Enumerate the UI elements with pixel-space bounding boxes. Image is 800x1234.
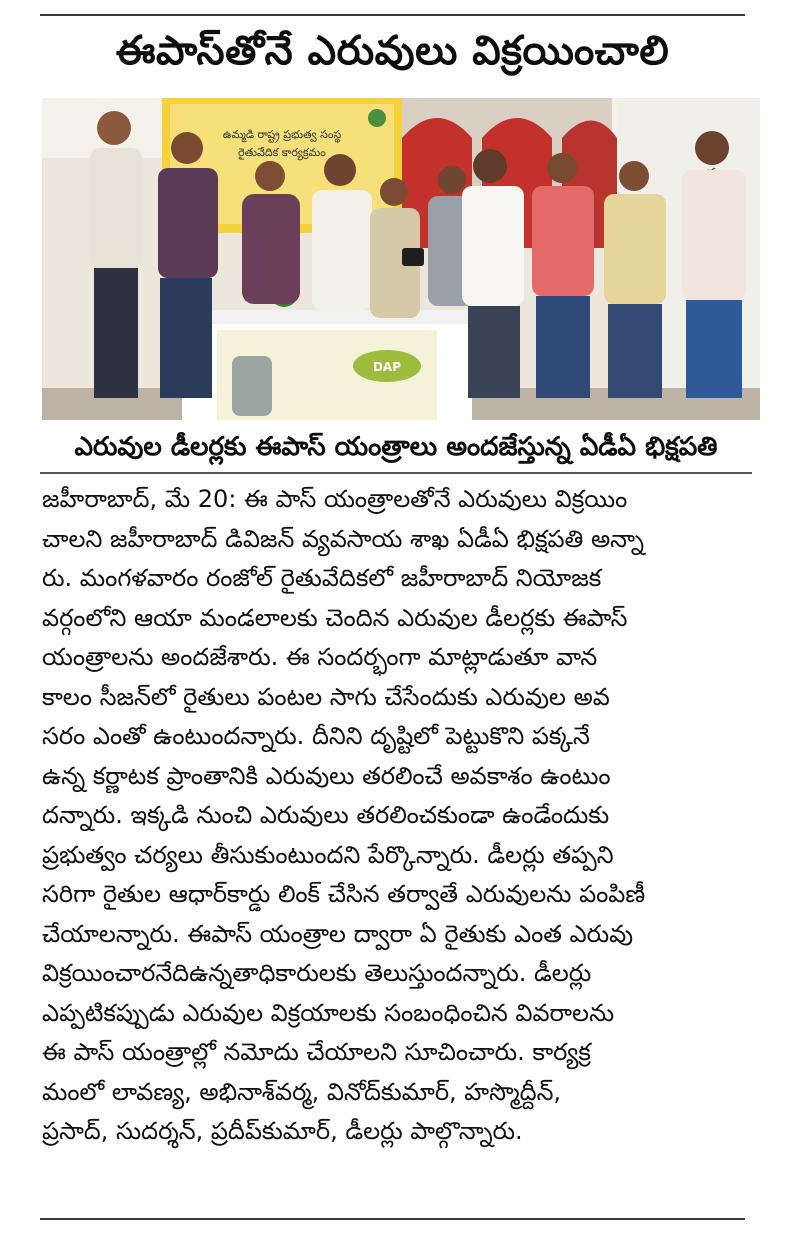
article-line: సరిగా రైతుల ఆధార్‌కార్డు లింక్ చేసిన తర్వాతే ఎరువులను పంపిణీ — [42, 880, 646, 908]
caption-divider — [40, 472, 752, 474]
article-body — [42, 480, 760, 1152]
banner-text-2: రైతువేదిక కార్యక్రమం — [238, 146, 326, 159]
article-line: సరం ఎంతో ఉంటుందన్నారు. దీనిని దృష్టిలో పెట్టుకొని పక్కనే — [42, 722, 590, 750]
photo-caption: ఎరువుల డీలర్లకు ఈపాస్ యంత్రాలు అందజేస్తున్న ఏడీఏ భిక్షపతి — [74, 432, 718, 462]
article-line: విక్రయించారనేదిఉన్నతాధికారులకు తెలుస్తుందన్నారు. డీలర్లు — [42, 959, 592, 987]
article-line: జహీరాబాద్, మే 20: ఈ పాస్ యంత్రాలతోనే ఎరువులు విక్రయిం — [42, 485, 628, 513]
article-line: దన్నారు. ఇక్కడి నుంచి ఎరువులు తరలించకుండా ఉండేందుకు — [42, 801, 610, 829]
article-line: రు. మంగళవారం రంజోల్ రైతువేదికలో జహీరాబాద్ నియోజక — [42, 564, 602, 592]
bottom-rule — [40, 1218, 745, 1220]
article-line: వర్గంలోని ఆయా మండలాలకు చెందిన ఎరువుల డీలర్లకు ఈపాస్ — [42, 603, 628, 632]
article-line: ఎప్పటికప్పుడు ఎరువుల విక్రయాలకు సంబంధించిన వివరాలను — [42, 998, 615, 1027]
article-photo — [42, 98, 760, 420]
article-line: చాలని జహీరాబాద్ డివిజన్ వ్యవసాయ శాఖ ఏడీఏ భిక్షపతి అన్నా — [42, 524, 644, 553]
top-rule — [40, 14, 745, 16]
article-line: ఈ పాస్ యంత్రాల్లో నమోదు చేయాలని సూచించారు. కార్యక్ర — [42, 1038, 591, 1066]
banner-text-1: ఉమ్మడి రాష్ట్ర ప్రభుత్వ సంస్థ — [222, 128, 342, 141]
article-line: ప్రసాద్, సుదర్శన్, ప్రదీప్‌కుమార్, డీలర్లు పాల్గొన్నారు. — [42, 1117, 523, 1145]
article-line: చేయాలన్నారు. ఈపాస్ యంత్రాల ద్వారా ఏ రైతుకు ఎంత ఎరువు — [42, 919, 634, 948]
article-line: కాలం సీజన్‌లో రైతులు పంటల సాగు చేసేందుకు ఎరువుల అవ — [42, 682, 610, 711]
table-banner-label: DAP — [372, 360, 402, 374]
article-line: ఉన్న కర్ణాటక ప్రాంతానికి ఎరువులు తరలించే అవకాశం ఉంటుం — [42, 761, 611, 790]
article-line: ప్రభుత్వం చర్యలు తీసుకుంటుందని పేర్కొన్నారు. డీలర్లు తప్పని — [42, 840, 614, 869]
article-line: యంత్రాలను అందజేశారు. ఈ సందర్భంగా మాట్లాడుతూ వాన — [42, 643, 598, 671]
article-headline: ఈపాస్‌తోనే ఎరువులు విక్రయించాలి — [115, 28, 670, 74]
article-line: మంలో లావణ్య, అభినాశ్‌వర్మ, వినోద్‌కుమార్, హస్మొద్దీన్, — [42, 1077, 562, 1106]
